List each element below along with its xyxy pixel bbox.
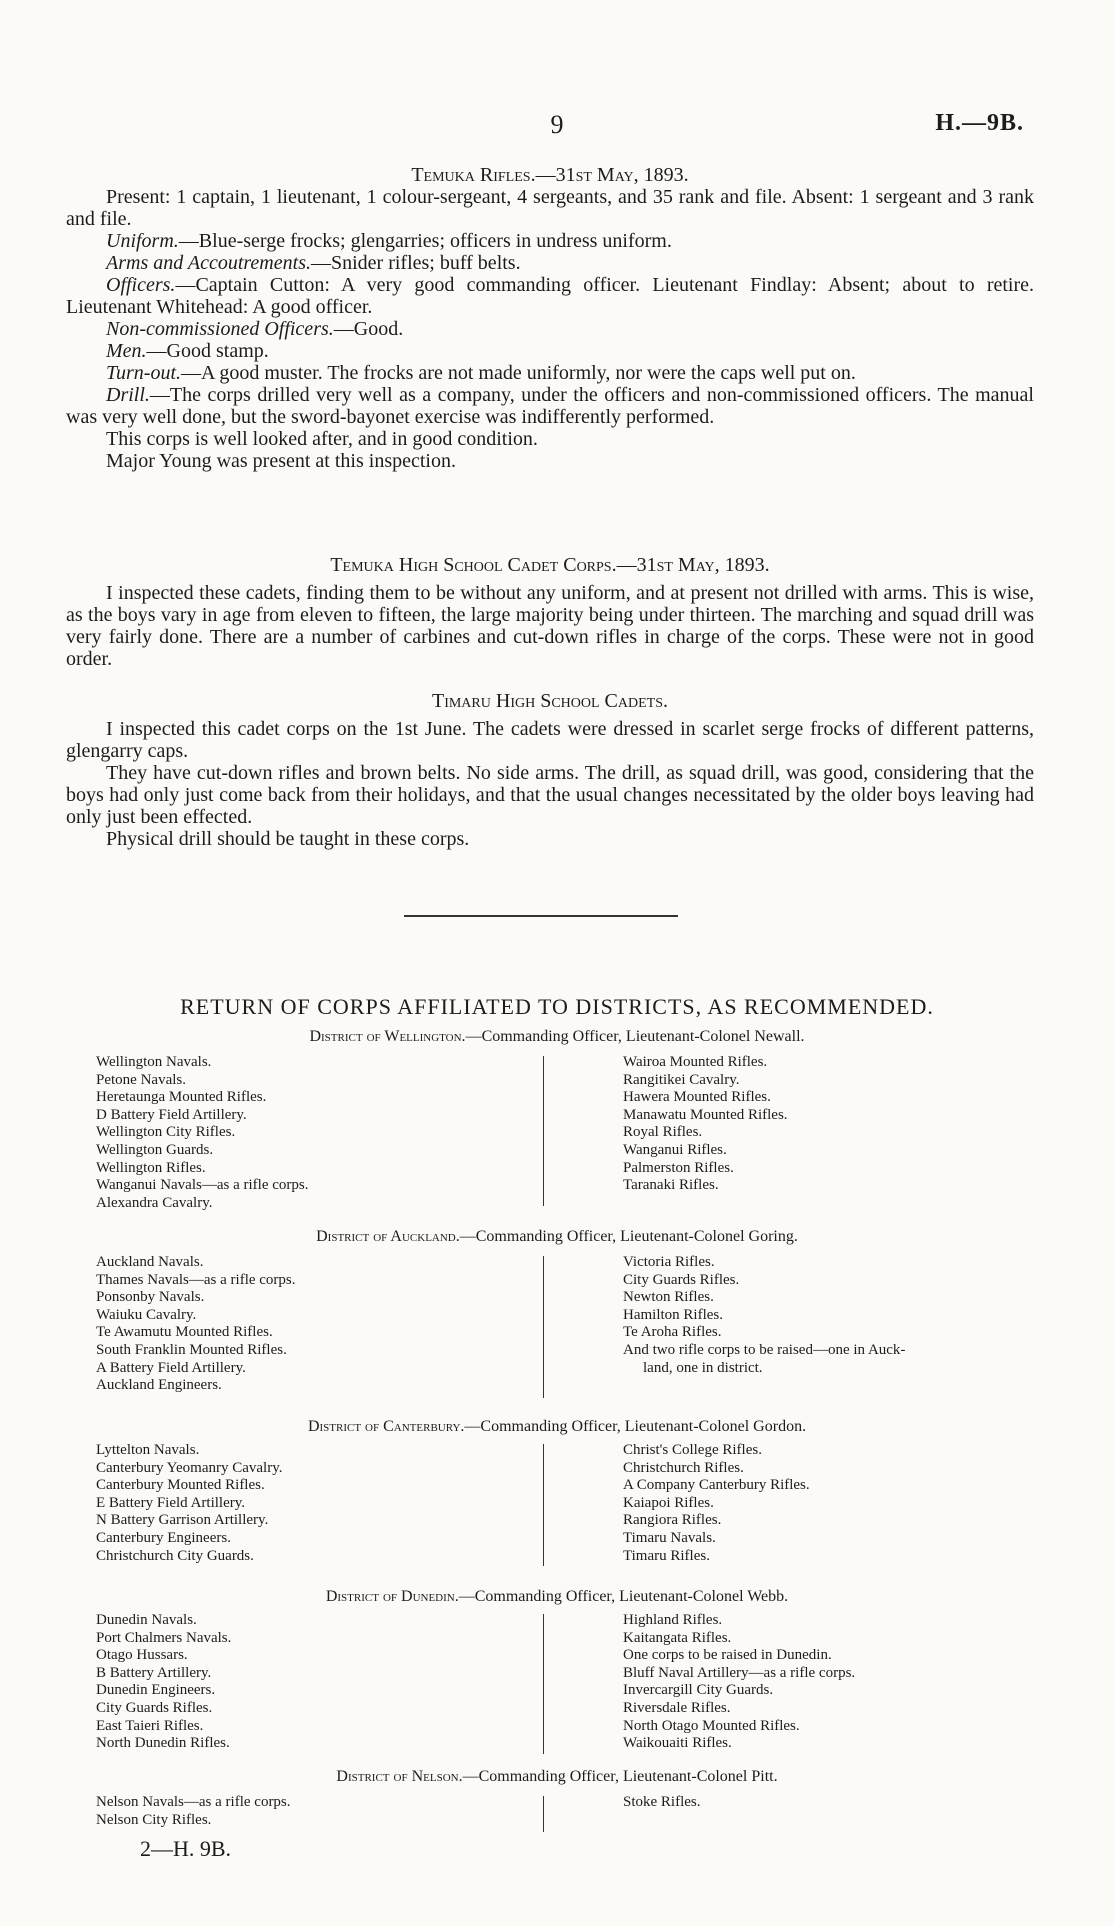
list-item: Waikouaiti Rifles. <box>623 1735 732 1752</box>
list-item: Port Chalmers Navals. <box>96 1629 232 1646</box>
column-divider <box>543 1256 544 1398</box>
list-item: Wellington City Rifles. <box>96 1124 236 1141</box>
list-item: Dunedin Navals. <box>96 1612 197 1628</box>
arms-text: —Snider rifles; buff belts. <box>310 252 521 274</box>
district-heading-canterbury <box>0 1418 1114 1436</box>
list-item: Christchurch Rifles. <box>623 1459 744 1476</box>
list-item: A Battery Field Artillery. <box>96 1359 246 1376</box>
officers-label: Officers. <box>106 274 176 296</box>
district-officer: —Commanding Officer, Lieutenant-Colonel Newall. <box>465 1028 805 1045</box>
temuka-cadets-section <box>66 554 1034 670</box>
list-item: Nelson City Rifles. <box>96 1811 212 1828</box>
list-item: Kaitangata Rifles. <box>623 1629 732 1646</box>
district-heading-auckland <box>0 1228 1114 1246</box>
list-item: Highland Rifles. <box>623 1612 723 1628</box>
list-item: land, one in district. <box>643 1359 763 1376</box>
list-item: City Guards Rifles. <box>623 1271 740 1288</box>
list-item: North Dunedin Rifles. <box>96 1735 230 1752</box>
list-item: Canterbury Engineers. <box>96 1529 231 1546</box>
district-heading-wellington <box>0 1028 1114 1046</box>
list-item: Wellington Guards. <box>96 1141 214 1158</box>
list-item: N Battery Garrison Artillery. <box>96 1512 269 1529</box>
list-item: Thames Navals—as a rifle corps. <box>96 1271 296 1288</box>
timaru-paragraph-3: Physical drill should be taught in these corps. <box>106 828 470 850</box>
list-item: Waiuku Cavalry. <box>96 1306 197 1323</box>
turnout-paragraph <box>66 362 1034 384</box>
temuka-rifles-section <box>66 164 1034 472</box>
list-item: Invercargill City Guards. <box>623 1682 774 1699</box>
list-item: Timaru Navals. <box>623 1529 716 1546</box>
closing-paragraph-2: Major Young was present at this inspection. <box>106 450 456 472</box>
list-item: Newton Rifles. <box>623 1289 714 1306</box>
district-heading-dunedin <box>0 1588 1114 1606</box>
list-item: Timaru Rifles. <box>623 1547 710 1564</box>
section-heading: Timaru High School Cadets. <box>431 690 668 712</box>
list-item: Taranaki Rifles. <box>623 1177 719 1194</box>
district-officer: —Commanding Officer, Lieutenant-Colonel Pitt. <box>462 1768 778 1785</box>
district-name: District of Dunedin. <box>325 1588 459 1605</box>
wellington-left-list <box>96 1054 536 1212</box>
temuka-cadets-paragraph: I inspected these cadets, finding them to be without any uniform, and at present not drilled with arms. This is wise, as the boys vary in age from eleven to fifteen, the large majority being under thirteen. The marching and squad drill was very fairly done. There are a number of carbines and cut-down rifles in charge of the corps. These were not in good order. <box>66 582 1034 670</box>
district-name: District of Canterbury. <box>307 1418 465 1435</box>
list-item: Hawera Mounted Rifles. <box>623 1089 771 1106</box>
auckland-left-list <box>96 1254 536 1395</box>
column-divider <box>543 1614 544 1754</box>
district-heading-nelson <box>0 1768 1114 1786</box>
canterbury-left-list <box>96 1442 536 1565</box>
document-reference: H.—9B. <box>935 110 1024 136</box>
drill-paragraph <box>66 384 1034 428</box>
list-item: Hamilton Rifles. <box>623 1306 723 1323</box>
list-item: Otago Hussars. <box>96 1647 188 1664</box>
list-item: City Guards Rifles. <box>96 1699 213 1716</box>
list-item: Nelson Navals—as a rifle corps. <box>96 1794 291 1810</box>
column-divider <box>543 1796 544 1832</box>
list-item: Dunedin Engineers. <box>96 1682 216 1699</box>
list-item: B Battery Artillery. <box>96 1664 212 1681</box>
list-item: D Battery Field Artillery. <box>96 1106 247 1123</box>
timaru-cadets-section <box>66 690 1034 850</box>
return-title: RETURN OF CORPS AFFILIATED TO DISTRICTS, AS RECOMMENDED. <box>180 994 934 1019</box>
list-item: Manawatu Mounted Rifles. <box>623 1106 788 1123</box>
ncos-paragraph <box>66 318 1034 340</box>
list-item: Te Awamutu Mounted Rifles. <box>96 1324 273 1341</box>
list-item: South Franklin Mounted Rifles. <box>96 1341 287 1358</box>
list-item: Kaiapoi Rifles. <box>623 1494 714 1511</box>
list-item: Lyttelton Navals. <box>96 1442 200 1458</box>
drill-text: —The corps drilled very well as a company, under the officers and non-commissioned officers. The manual was very well done, but the sword-bayonet exercise was indifferently performed. <box>66 384 1034 428</box>
men-paragraph <box>66 340 1034 362</box>
list-item: Ponsonby Navals. <box>96 1289 205 1306</box>
list-item: Canterbury Mounted Rifles. <box>96 1477 265 1494</box>
page-number: 9 <box>550 110 564 139</box>
timaru-paragraph-1: I inspected this cadet corps on the 1st June. The cadets were dressed in scarlet serge frocks of different patterns, glengarry caps. <box>66 718 1034 762</box>
section-heading: Temuka High School Cadet Corps.—31st May, 1893. <box>330 554 770 576</box>
district-officer: —Commanding Officer, Lieutenant-Colonel Gordon. <box>464 1418 807 1435</box>
dunedin-right-list <box>623 1612 1028 1753</box>
column-divider <box>543 1444 544 1566</box>
column-divider <box>543 1056 544 1206</box>
list-item: Te Aroha Rifles. <box>623 1324 722 1341</box>
closing-paragraph-1: This corps is well looked after, and in good condition. <box>106 428 538 450</box>
district-officer: —Commanding Officer, Lieutenant-Colonel Webb. <box>458 1588 789 1605</box>
list-item: One corps to be raised in Dunedin. <box>623 1647 832 1664</box>
list-item: Palmerston Rifles. <box>623 1159 734 1176</box>
list-item: Victoria Rifles. <box>623 1254 715 1270</box>
ncos-label: Non-commissioned Officers. <box>106 318 334 340</box>
timaru-paragraph-2: They have cut-down rifles and brown belts. No side arms. The drill, as squad drill, was good, considering that the boys had only just come back from their holidays, and that the usual changes necessitated by the older boys leaving had only just been effected. <box>66 762 1034 828</box>
list-item: Stoke Rifles. <box>623 1794 701 1810</box>
list-item: Christ's College Rifles. <box>623 1442 762 1458</box>
auckland-right-list <box>623 1254 1028 1377</box>
nelson-right-list <box>623 1794 1028 1812</box>
section-divider <box>404 915 678 917</box>
list-item: E Battery Field Artillery. <box>96 1494 245 1511</box>
list-item: Wairoa Mounted Rifles. <box>623 1054 768 1070</box>
district-officer: —Commanding Officer, Lieutenant-Colonel Goring. <box>459 1228 798 1245</box>
officers-text: —Captain Cutton: A very good commanding officer. Lieutenant Findlay: Absent; about to retire. Lieutenant Whitehead: A good officer. <box>66 274 1034 318</box>
list-item: Alexandra Cavalry. <box>96 1194 213 1211</box>
list-item: Wanganui Rifles. <box>623 1141 727 1158</box>
list-item: East Taieri Rifles. <box>96 1717 204 1734</box>
list-item: Heretaunga Mounted Rifles. <box>96 1089 267 1106</box>
nelson-left-list <box>96 1794 536 1829</box>
canterbury-right-list <box>623 1442 1028 1565</box>
turnout-label: Turn-out. <box>106 362 182 384</box>
district-name: District of Nelson. <box>336 1768 463 1785</box>
uniform-label: Uniform. <box>106 230 179 252</box>
arms-paragraph <box>66 252 1034 274</box>
list-item: Rangitikei Cavalry. <box>623 1071 740 1088</box>
list-item: Wellington Navals. <box>96 1054 212 1070</box>
men-label: Men. <box>106 340 147 362</box>
list-item: Christchurch City Guards. <box>96 1547 254 1564</box>
district-name: District of Auckland. <box>316 1228 460 1245</box>
signature-mark: 2—H. 9B. <box>140 1836 232 1861</box>
list-item: And two rifle corps to be raised—one in Auck- <box>623 1341 906 1358</box>
section-heading: Temuka Rifles.—31st May, 1893. <box>411 164 689 186</box>
uniform-text: —Blue-serge frocks; glengarries; officers in undress uniform. <box>178 230 672 252</box>
list-item: Wanganui Navals—as a rifle corps. <box>96 1177 309 1194</box>
present-paragraph: Present: 1 captain, 1 lieutenant, 1 colour-sergeant, 4 sergeants, and 35 rank and file. Absent: 1 sergeant and 3 rank and file. <box>66 186 1034 230</box>
list-item: Canterbury Yeomanry Cavalry. <box>96 1459 283 1476</box>
list-item: Petone Navals. <box>96 1071 186 1088</box>
turnout-text: —A good muster. The frocks are not made uniformly, nor were the caps well put on. <box>181 362 856 384</box>
uniform-paragraph <box>66 230 1034 252</box>
list-item: A Company Canterbury Rifles. <box>623 1477 810 1494</box>
list-item: Wellington Rifles. <box>96 1159 206 1176</box>
officers-paragraph <box>66 274 1034 318</box>
list-item: North Otago Mounted Rifles. <box>623 1717 800 1734</box>
dunedin-left-list <box>96 1612 536 1753</box>
list-item: Royal Rifles. <box>623 1124 703 1141</box>
arms-label: Arms and Accoutrements. <box>106 252 311 274</box>
list-item: Auckland Navals. <box>96 1254 204 1270</box>
district-name: District of Wellington. <box>309 1028 466 1045</box>
list-item: Rangiora Rifles. <box>623 1512 722 1529</box>
men-text: —Good stamp. <box>146 340 269 362</box>
list-item: Riversdale Rifles. <box>623 1699 731 1716</box>
wellington-right-list <box>623 1054 1028 1195</box>
ncos-text: —Good. <box>333 318 404 340</box>
list-item: Auckland Engineers. <box>96 1377 222 1394</box>
drill-label: Drill. <box>106 384 150 406</box>
list-item: Bluff Naval Artillery—as a rifle corps. <box>623 1664 856 1681</box>
